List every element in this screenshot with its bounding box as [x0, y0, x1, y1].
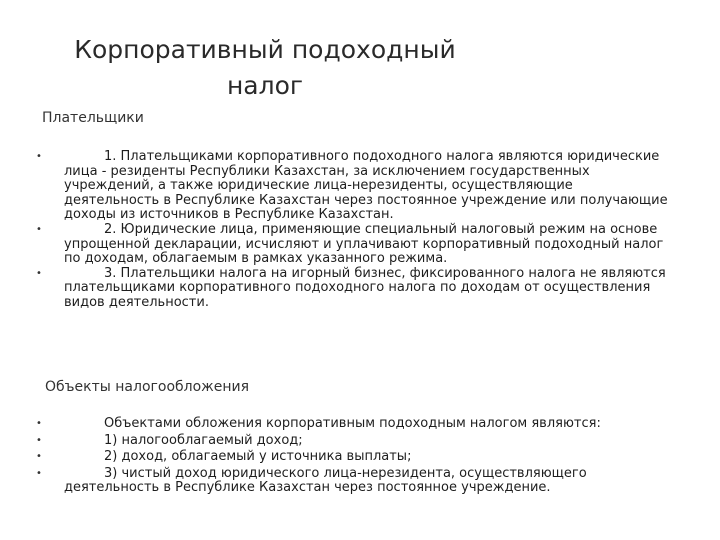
list-item-text: 3) чистый доход юридического лица-нерезидента, осуществляющего деятельность в Республике Казахстан через постоянное учреждение. [64, 465, 587, 496]
list-item-text: 1) налогооблагаемый доход; [104, 432, 303, 448]
list-item [36, 223, 672, 267]
bullet-icon: • [36, 151, 42, 162]
bullet-icon: • [36, 223, 42, 235]
bullet-icon: • [36, 467, 42, 479]
list-item [36, 434, 672, 449]
list-item-text: Объектами обложения корпоративным подоходным налогом являются: [104, 416, 601, 431]
list-item-text: 2) доход, облагаемый у источника выплаты; [104, 449, 412, 465]
payers-list [36, 150, 672, 311]
bullet-icon: • [36, 267, 42, 279]
list-item [36, 417, 672, 432]
bullet-icon: • [36, 434, 42, 446]
list-item-text: 2. Юридические лица, применяющие специальный налоговый режим на основе упрощенной декларации, исчисляют и уплачивают корпоративный подоходный налог по доходам, облагаемым в рамках указанного режима. [64, 221, 664, 267]
list-item [36, 450, 672, 465]
title-line-1: Корпоративный подоходный [74, 35, 456, 64]
objects-list [36, 417, 672, 496]
list-item [36, 150, 672, 223]
list-item-text: 3. Плательщики налога на игорный бизнес, фиксированного налога не являются плательщиками корпоративного подоходного налога по доходам от осуществления видов деятельности. [64, 265, 666, 310]
title-line-2: налог [226, 71, 304, 100]
list-item [36, 467, 672, 496]
slide-title [0, 32, 530, 104]
payers-heading: Плательщики [42, 110, 144, 126]
bullet-icon: • [36, 451, 42, 463]
bullet-icon: • [36, 418, 42, 429]
list-item-text: 1. Плательщиками корпоративного подоходного налога являются юридические лица - резиденты Республики Казахстан, за исключением государственных учреждений, а также юридические лица-нерезиденты, осуществляющие деятельность в Республике Казахстан через постоянное учреждение или получающие доходы из источников в Республике Казахстан. [64, 149, 668, 223]
list-item [36, 267, 672, 311]
objects-heading: Объекты налогообложения [45, 379, 250, 395]
